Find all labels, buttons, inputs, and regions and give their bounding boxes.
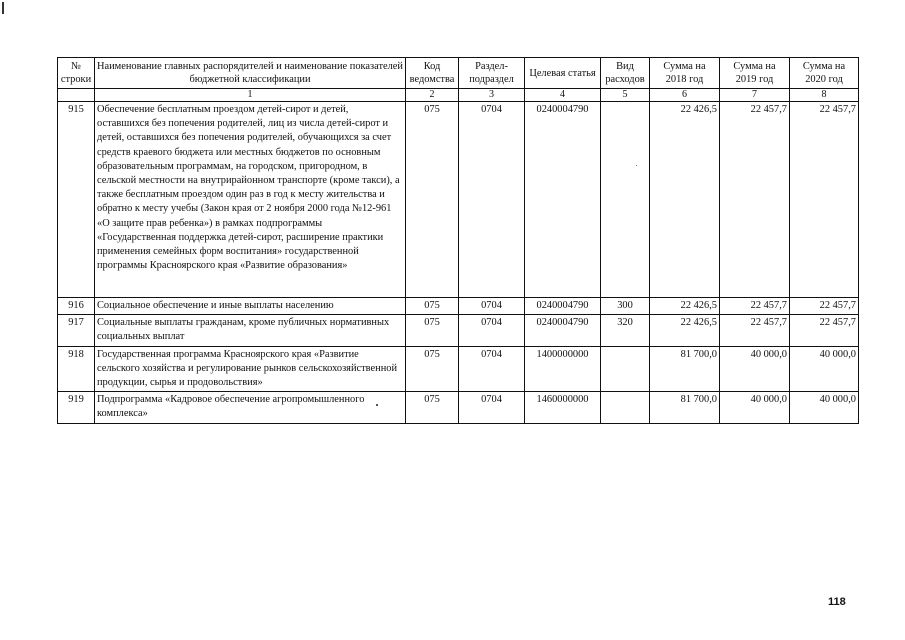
column-number: 5 xyxy=(601,89,650,102)
row-section: 0704 xyxy=(459,392,525,423)
row-target: 0240004790 xyxy=(525,298,601,315)
row-sum-2018: 22 426,5 xyxy=(650,298,720,315)
row-expense-type: 300 xyxy=(601,298,650,315)
row-section: 0704 xyxy=(459,315,525,346)
table-header-row xyxy=(58,58,859,89)
row-name: Подпрограмма «Кадровое обеспечение агропромышленного комплекса» xyxy=(95,392,406,423)
page-number: 118 xyxy=(828,596,846,608)
row-sum-2020: 40 000,0 xyxy=(790,346,859,392)
row-dept-code: 075 xyxy=(406,346,459,392)
row-sum-2020: 22 457,7 xyxy=(790,315,859,346)
header-dept-code: Код ведомства xyxy=(406,58,459,89)
column-number: 7 xyxy=(720,89,790,102)
column-number: 6 xyxy=(650,89,720,102)
row-sum-2020: 22 457,7 xyxy=(790,298,859,315)
table-row xyxy=(58,392,859,423)
row-target: 1460000000 xyxy=(525,392,601,423)
row-expense-type xyxy=(601,392,650,423)
header-sum-2020: Сумма на 2020 год xyxy=(790,58,859,89)
row-dept-code: 075 xyxy=(406,315,459,346)
table-row xyxy=(58,102,859,298)
row-sum-2019: 40 000,0 xyxy=(720,346,790,392)
scan-speck xyxy=(636,165,637,166)
row-sum-2018: 22 426,5 xyxy=(650,315,720,346)
table-row xyxy=(58,315,859,346)
row-expense-type: 320 xyxy=(601,315,650,346)
column-number: 4 xyxy=(525,89,601,102)
row-section: 0704 xyxy=(459,102,525,298)
row-number: 917 xyxy=(58,315,95,346)
row-sum-2019: 40 000,0 xyxy=(720,392,790,423)
column-number xyxy=(58,89,95,102)
row-sum-2019: 22 457,7 xyxy=(720,298,790,315)
header-target: Целевая статья xyxy=(525,58,601,89)
row-number: 916 xyxy=(58,298,95,315)
header-sum-2018: Сумма на 2018 год xyxy=(650,58,720,89)
table-row xyxy=(58,298,859,315)
row-expense-type xyxy=(601,102,650,298)
row-sum-2019: 22 457,7 xyxy=(720,315,790,346)
row-dept-code: 075 xyxy=(406,102,459,298)
row-name: Социальные выплаты гражданам, кроме публичных нормативных социальных выплат xyxy=(95,315,406,346)
row-number: 915 xyxy=(58,102,95,298)
header-row-no: № строки xyxy=(58,58,95,89)
row-name: Социальное обеспечение и иные выплаты населению xyxy=(95,298,406,315)
header-section: Раздел-подраздел xyxy=(459,58,525,89)
row-name: Государственная программа Красноярского края «Развитие сельского хозяйства и регулирование рынков сельскохозяйственной продукции, сырья и продовольствия» xyxy=(95,346,406,392)
row-sum-2018: 81 700,0 xyxy=(650,346,720,392)
row-target: 0240004790 xyxy=(525,315,601,346)
row-sum-2018: 22 426,5 xyxy=(650,102,720,298)
row-dept-code: 075 xyxy=(406,298,459,315)
header-expense-type: Вид расходов xyxy=(601,58,650,89)
row-expense-type xyxy=(601,346,650,392)
header-name: Наименование главных распорядителей и наименование показателей бюджетной классификации xyxy=(95,58,406,89)
row-number: 918 xyxy=(58,346,95,392)
column-number: 8 xyxy=(790,89,859,102)
table-row xyxy=(58,346,859,392)
column-number: 1 xyxy=(95,89,406,102)
column-number: 3 xyxy=(459,89,525,102)
scan-corner-mark xyxy=(2,2,10,14)
row-section: 0704 xyxy=(459,346,525,392)
column-number: 2 xyxy=(406,89,459,102)
budget-table xyxy=(57,57,859,424)
column-number-row xyxy=(58,89,859,102)
row-target: 0240004790 xyxy=(525,102,601,298)
row-sum-2018: 81 700,0 xyxy=(650,392,720,423)
row-sum-2020: 22 457,7 xyxy=(790,102,859,298)
row-sum-2020: 40 000,0 xyxy=(790,392,859,423)
row-sum-2019: 22 457,7 xyxy=(720,102,790,298)
scan-speck xyxy=(376,404,378,406)
row-dept-code: 075 xyxy=(406,392,459,423)
row-number: 919 xyxy=(58,392,95,423)
header-sum-2019: Сумма на 2019 год xyxy=(720,58,790,89)
row-target: 1400000000 xyxy=(525,346,601,392)
row-name: Обеспечение бесплатным проездом детей-сирот и детей, оставшихся без попечения родителей, лиц из числа детей-сирот и детей, оставшихся без попечения родителей, обучающихся за счет средств краевого бюджета или местных бюджетов по основным образовательным программам, на городском, пригородном, в сельской местности на внутрирайонном транспорте (кроме такси), а также бесплатным проездом один раз в год к месту жительства и обратно к месту учебы (Закон края от 2 ноября 2000 года №12-961 «О защите прав ребенка») в рамках подпрограммы «Государственная поддержка детей-сирот, расширение практики применения семейных форм воспитания» государственной программы Красноярского края «Развитие образования» xyxy=(95,102,406,298)
row-section: 0704 xyxy=(459,298,525,315)
